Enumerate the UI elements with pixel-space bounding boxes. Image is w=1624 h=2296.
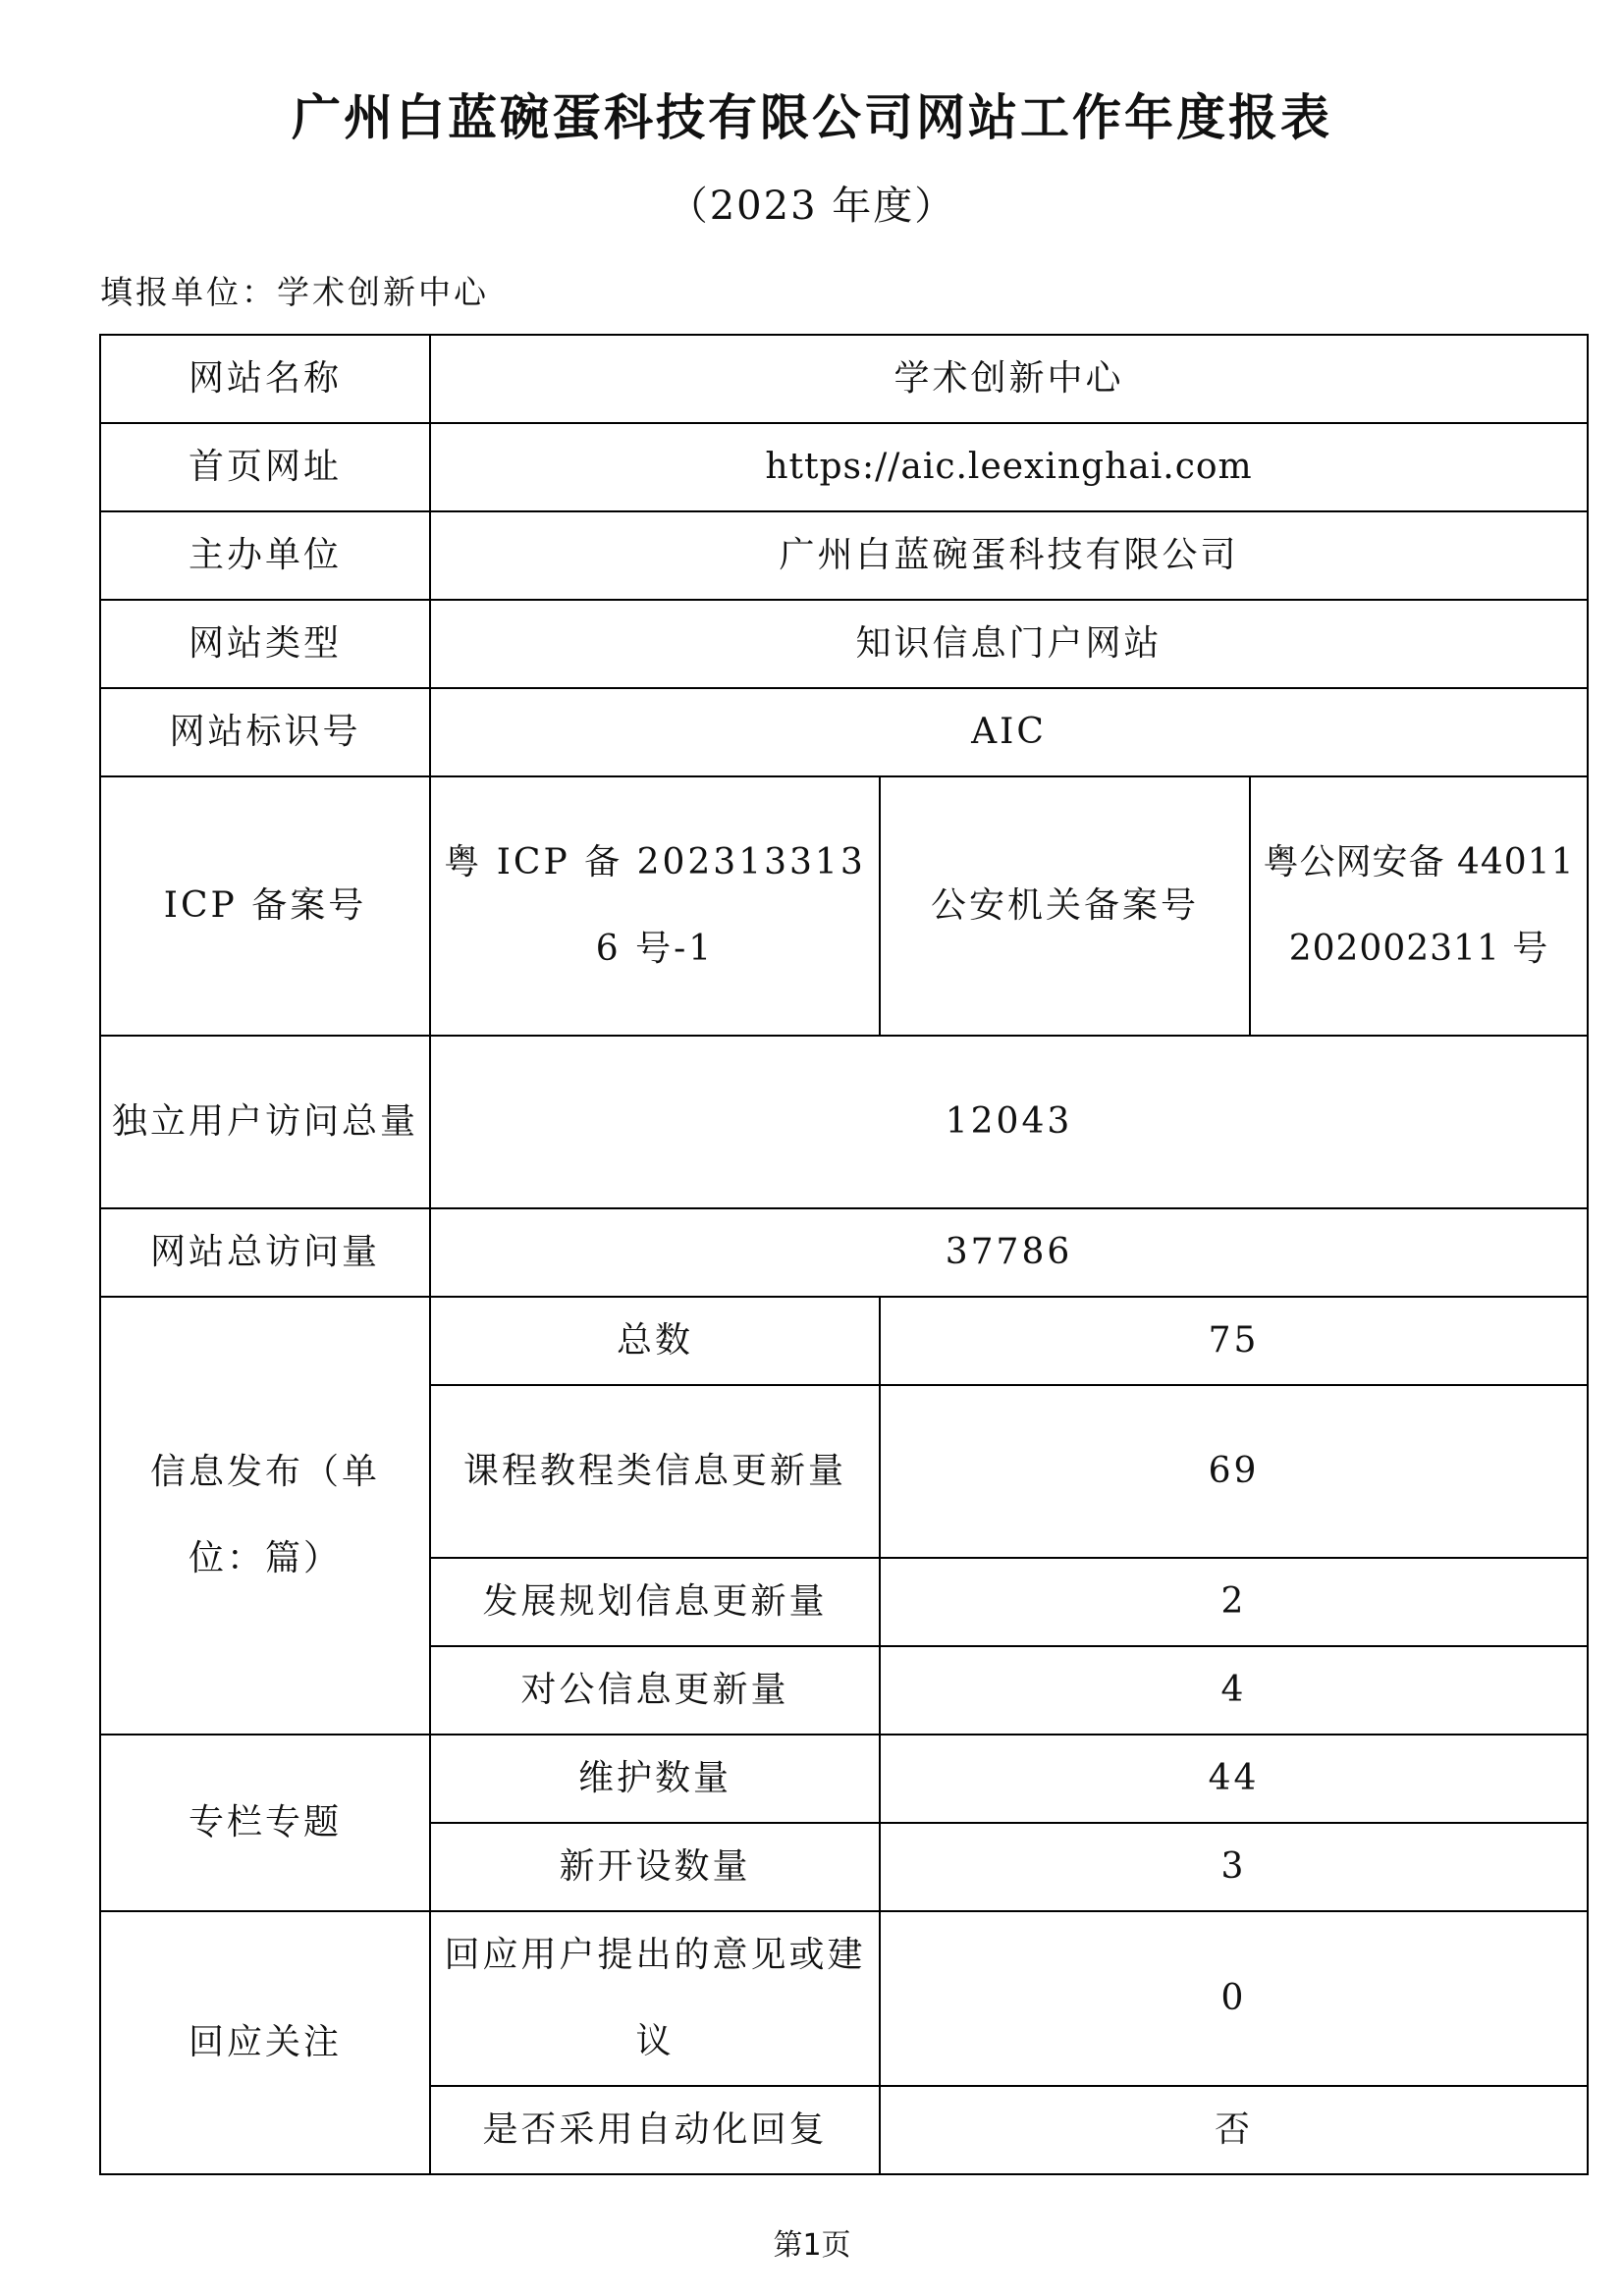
columns-label: 专栏专题 <box>100 1735 430 1911</box>
info-item-value: 69 <box>880 1385 1588 1558</box>
filler-unit: 填报单位：学术创新中心 <box>100 273 489 311</box>
table-row <box>100 1735 1588 1823</box>
site-id-label: 网站标识号 <box>100 688 430 776</box>
table-row <box>100 1208 1588 1297</box>
info-item-label: 课程教程类信息更新量 <box>430 1385 880 1558</box>
response-label: 回应关注 <box>100 1911 430 2174</box>
site-type-label: 网站类型 <box>100 600 430 688</box>
info-item-value: 4 <box>880 1646 1588 1735</box>
info-item-value: 2 <box>880 1558 1588 1646</box>
unique-visitors-value: 12043 <box>430 1036 1588 1208</box>
response-item-value: 0 <box>880 1911 1588 2086</box>
total-visits-label: 网站总访问量 <box>100 1208 430 1297</box>
table-row <box>100 1297 1588 1385</box>
icp-value: 粤 ICP 备 2023133136 号-1 <box>430 776 880 1036</box>
report-table <box>99 334 1589 2175</box>
site-type-value: 知识信息门户网站 <box>430 600 1588 688</box>
response-item-label: 是否采用自动化回复 <box>430 2086 880 2174</box>
table-row <box>100 335 1588 423</box>
column-item-label: 新开设数量 <box>430 1823 880 1911</box>
response-item-value: 否 <box>880 2086 1588 2174</box>
info-publish-label: 信息发布（单位：篇） <box>100 1297 430 1735</box>
total-visits-value: 37786 <box>430 1208 1588 1297</box>
table-row <box>100 423 1588 511</box>
report-year: （2023 年度） <box>668 184 956 229</box>
response-item-label: 回应用户提出的意见或建议 <box>430 1911 880 2086</box>
site-name-value: 学术创新中心 <box>430 335 1588 423</box>
column-item-value: 44 <box>880 1735 1588 1823</box>
table-row <box>100 688 1588 776</box>
info-item-label: 总数 <box>430 1297 880 1385</box>
home-url-value: https://aic.leexinghai.com <box>430 423 1588 511</box>
sponsor-value: 广州白蓝碗蛋科技有限公司 <box>430 511 1588 600</box>
police-record-label: 公安机关备案号 <box>880 776 1250 1036</box>
home-url-label: 首页网址 <box>100 423 430 511</box>
sponsor-label: 主办单位 <box>100 511 430 600</box>
table-row <box>100 511 1588 600</box>
site-name-label: 网站名称 <box>100 335 430 423</box>
page-number: 第1页 <box>773 2228 851 2263</box>
table-row <box>100 776 1588 1036</box>
table-row <box>100 600 1588 688</box>
table-row <box>100 1036 1588 1208</box>
icp-label: ICP 备案号 <box>100 776 430 1036</box>
info-item-value: 75 <box>880 1297 1588 1385</box>
column-item-label: 维护数量 <box>430 1735 880 1823</box>
unique-visitors-label: 独立用户访问总量 <box>100 1036 430 1208</box>
police-record-value: 粤公网安备 44011202002311 号 <box>1250 776 1588 1036</box>
info-item-label: 对公信息更新量 <box>430 1646 880 1735</box>
column-item-value: 3 <box>880 1823 1588 1911</box>
info-item-label: 发展规划信息更新量 <box>430 1558 880 1646</box>
table-row <box>100 1911 1588 2086</box>
site-id-value: AIC <box>430 688 1588 776</box>
report-title: 广州白蓝碗蛋科技有限公司网站工作年度报表 <box>292 89 1332 146</box>
